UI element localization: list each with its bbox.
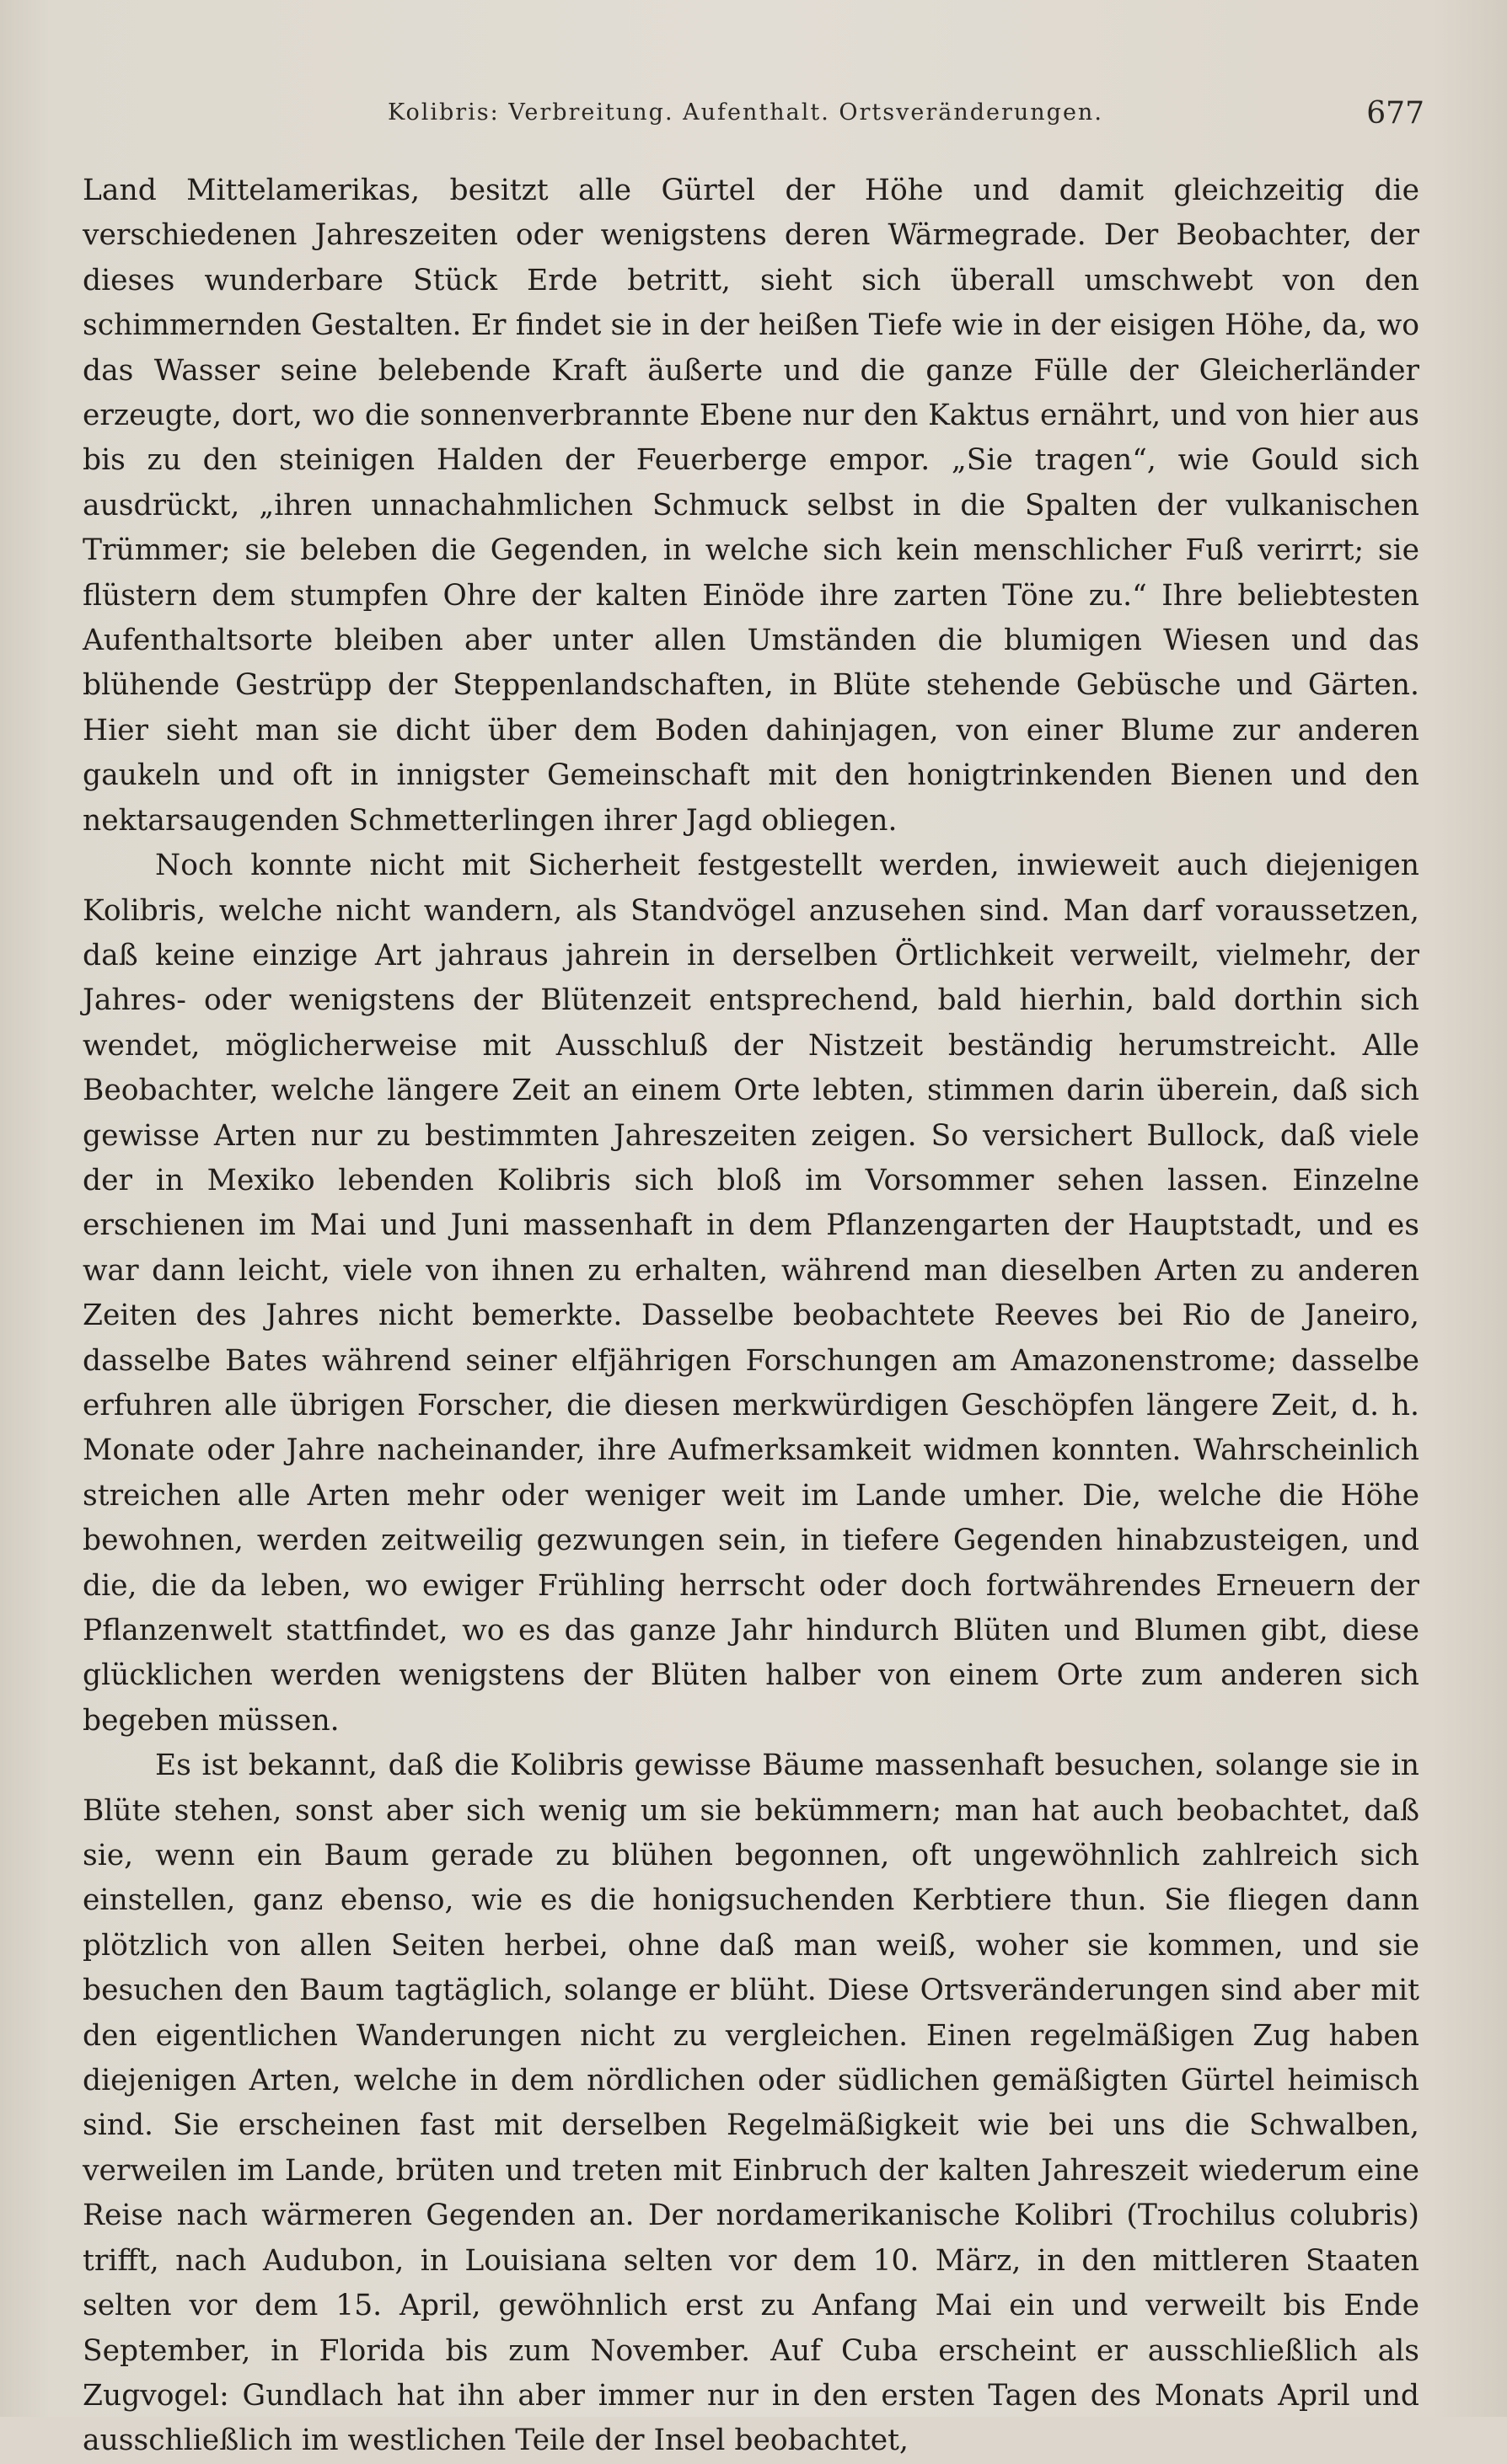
running-head [84, 91, 1424, 142]
paragraph-1: Land Mittelamerikas, besitzt alle Gürtel der Höhe und damit gleichzeitig die verschiedenen Jahreszeiten oder wenigstens deren Wärmegrade. Der Beobachter, der dieses wunderbare Stück Erde betritt, sieht sich überall umschwebt von den schimmernden Gestalten. Er findet sie in der heißen Tiefe wie in der eisigen Höhe, da, wo das Wasser seine belebende Kraft äußerte und die ganze Fülle der Gleicherländer erzeugte, dort, wo die sonnenverbrannte Ebene nur den Kaktus ernährt, und von hier aus bis zu den steinigen Halden der Feuerberge empor. „Sie tragen“, wie Gould sich ausdrückt, „ihren unnachahmlichen Schmuck selbst in die Spalten der vulkanischen Trümmer; sie beleben die Gegenden, in welche sich kein menschlicher Fuß verirrt; sie flüstern dem stumpfen Ohre der kalten Einöde ihre zarten Töne zu.“ Ihre beliebtesten Aufenthaltsorte bleiben aber unter allen Umständen die blumigen Wiesen und das blühende Gestrüpp der Steppenlandschaften, in Blüte stehende Gebüsche und Gärten. Hier sieht man sie dicht über dem Boden dahinjagen, von einer Blume zur anderen gaukeln und oft in innigster Gemeinschaft mit den honigtrinkenden Bienen und den nektarsaugenden Schmetterlingen ihrer Jagd obliegen. [83, 174, 1419, 838]
paragraph-2: Noch konnte nicht mit Sicherheit festgestellt werden, inwieweit auch diejenigen Kolibris, welche nicht wandern, als Standvögel anzusehen sind. Man darf voraussetzen, daß keine einzige Art jahraus jahrein in derselben Örtlichkeit verweilt, vielmehr, der Jahres- oder wenigstens der Blütenzeit entsprechend, bald hierhin, bald dorthin sich wendet, möglicherweise mit Ausschluß der Nistzeit beständig herumstreicht. Alle Beobachter, welche längere Zeit an einem Orte lebten, stimmen darin überein, daß sich gewisse Arten nur zu bestimmten Jahreszeiten zeigen. So versichert Bullock, daß viele der in Mexiko lebenden Kolibris sich bloß im Vorsommer sehen lassen. Einzelne erschienen im Mai und Juni massenhaft in dem Pflanzengarten der Hauptstadt, und es war dann leicht, viele von ihnen zu erhalten, während man dieselben Arten zu anderen Zeiten des Jahres nicht bemerkte. Dasselbe beobachtete Reeves bei Rio de Janeiro, dasselbe Bates während seiner elfjährigen Forschungen am Amazonenstrome; dasselbe erfuhren alle übrigen Forscher, die diesen merkwürdigen Geschöpfen längere Zeit, d. h. Monate oder Jahre nacheinander, ihre Aufmerksamkeit widmen konnten. Wahrscheinlich streichen alle Arten mehr oder weniger weit im Lande umher. Die, welche die Höhe bewohnen, werden zeitweilig gezwungen sein, in tiefere Gegenden hinabzusteigen, und die, die da leben, wo ewiger Frühling herrscht oder doch fortwährendes Erneuern der Pflanzenwelt stattfindet, wo es das ganze Jahr hindurch Blüten und Blumen gibt, diese glücklichen werden wenigstens der Blüten halber von einem Orte zum anderen sich begeben müssen. [83, 849, 1419, 1738]
body-text [83, 169, 1419, 2464]
page-number: 677 [1366, 96, 1424, 131]
running-title: Kolibris: Verbreitung. Aufenthalt. Ortsveränderungen. [388, 99, 1103, 126]
paragraph-3: Es ist bekannt, daß die Kolibris gewisse Bäume massenhaft besuchen, solange sie in Blüte stehen, sonst aber sich wenig um sie bekümmern; man hat auch beobachtet, daß sie, wenn ein Baum gerade zu blühen begonnen, oft ungewöhnlich zahlreich sich einstellen, ganz ebenso, wie es die honigsuchenden Kerbtiere thun. Sie fliegen dann plötzlich von allen Seiten herbei, ohne daß man weiß, woher sie kommen, und sie besuchen den Baum tagtäglich, solange er blüht. Diese Ortsveränderungen sind aber mit den eigentlichen Wanderungen nicht zu vergleichen. Einen regelmäßigen Zug haben diejenigen Arten, welche in dem nördlichen oder südlichen gemäßigten Gürtel heimisch sind. Sie erscheinen fast mit derselben Regelmäßigkeit wie bei uns die Schwalben, verweilen im Lande, brüten und treten mit Einbruch der kalten Jahreszeit wiederum eine Reise nach wärmeren Gegenden an. Der nordamerikanische Kolibri (Trochilus colubris) trifft, nach Audubon, in Louisiana selten vor dem 10. März, in den mittleren Staaten selten vor dem 15. April, gewöhnlich erst zu Anfang Mai ein und verweilt bis Ende September, in Florida bis zum November. Auf Cuba erscheint er ausschließlich als Zugvogel: Gundlach hat ihn aber immer nur in den ersten Tagen des Monats April und ausschließlich im westlichen Teile der Insel beobachtet, [83, 1749, 1419, 2458]
